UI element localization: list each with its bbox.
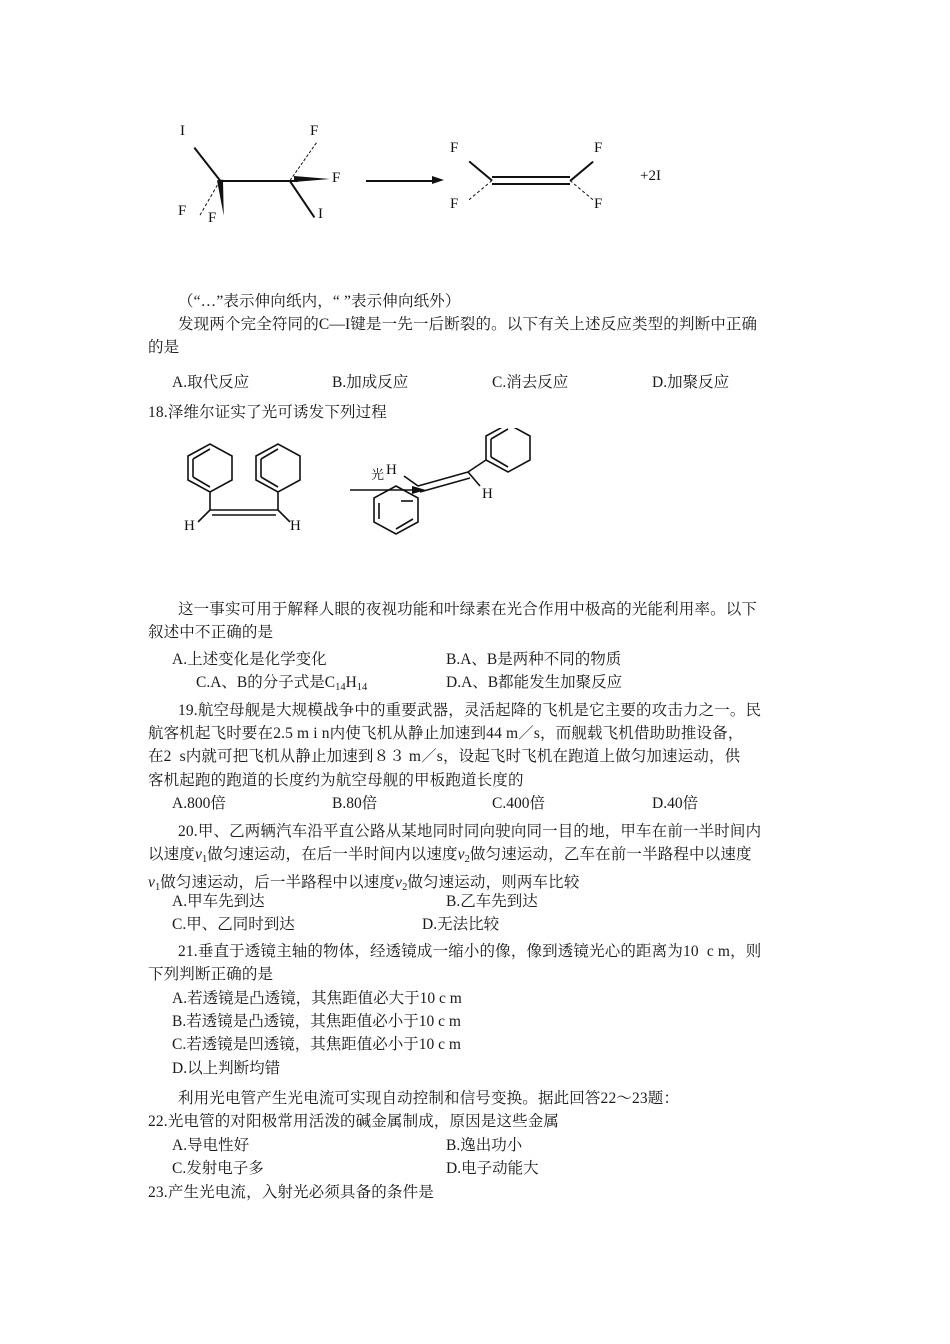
q19-block — [148, 699, 804, 792]
q22-options — [148, 1134, 828, 1180]
q17-note-block — [148, 290, 804, 360]
q20-line2 — [148, 843, 804, 871]
q21-options — [148, 987, 828, 1080]
q20-line2-v2sub: 2 — [464, 854, 470, 866]
atom-label-i-bottomright: I — [318, 206, 323, 222]
stilbene-product-h-right: H — [482, 486, 493, 502]
q20-option-a[interactable]: A.甲车先到达 — [172, 893, 265, 910]
atom-label-f-bottom: F — [208, 210, 217, 226]
atom-label-product-f-bottomleft: F — [450, 196, 459, 212]
q19-option-d[interactable]: D.40倍 — [652, 795, 699, 812]
q18-options — [148, 648, 828, 699]
q21-line2: 下列判断正确的是 — [148, 966, 274, 984]
q22-option-d[interactable]: D.电子动能大 — [446, 1160, 539, 1178]
reaction-arrow-shaft — [366, 180, 438, 182]
stilbene-reactant-h-right: H — [290, 518, 301, 534]
bond-c-c — [220, 180, 290, 182]
stilbene-svg — [168, 428, 588, 538]
q19-options — [148, 792, 828, 815]
q20-line3-a: 做匀速运动，后一半路程中以速度 — [160, 874, 396, 892]
q22-stem: 22.光电管的对阳极常用活泼的碱金属制成，原因是这些金属 — [148, 1113, 560, 1131]
q18-after-block — [148, 598, 804, 644]
q20-line2-a: 以速度 — [148, 846, 195, 864]
q20-line2-v1sub: 1 — [201, 854, 208, 866]
bond-product-f-topleft — [469, 161, 493, 182]
bond-c-i-bottomright — [289, 180, 315, 217]
q17-stem-line2: 的是 — [148, 339, 180, 357]
q17-option-a[interactable]: A.取代反应 — [172, 374, 250, 391]
stilbene-product-h-left: H — [386, 462, 397, 478]
atom-label-product-f-topright: F — [594, 140, 603, 156]
q18-after-line1: 这一事实可用于解释人眼的夜视功能和叶绿素在光合作用中极高的光能利用率。以下 — [178, 601, 758, 618]
q17-option-d[interactable]: D.加聚反应 — [652, 374, 730, 391]
q19-option-a[interactable]: A.800倍 — [172, 795, 226, 812]
stilbene-arrow-head — [412, 486, 426, 494]
q20-line2-v2: v — [457, 846, 465, 864]
bond-c-f-bottom-wedge — [217, 180, 227, 216]
atom-label-f-topright: F — [310, 123, 319, 139]
q17-option-b[interactable]: B.加成反应 — [332, 374, 409, 391]
q19-line3: 在2 s内就可把飞机从静止加速到８３ m／s，设起飞时飞机在跑道上做匀加速运动，供 — [148, 748, 741, 766]
q18-option-c[interactable] — [148, 671, 446, 699]
q21-option-a[interactable]: A.若透镜是凸透镜，其焦距值必大于10 c m — [172, 990, 462, 1007]
q22-intro-block — [148, 1087, 804, 1133]
q20-line3-v1sub: 1 — [155, 882, 161, 894]
q18-option-b[interactable]: B.A、B是两种不同的物质 — [446, 651, 622, 668]
atom-label-product-f-bottomright: F — [594, 196, 603, 212]
atom-label-product-f-topleft: F — [450, 140, 459, 156]
q18-option-c-mid: H — [345, 674, 357, 692]
q20-option-b[interactable]: B.乙车先到达 — [446, 893, 538, 910]
q18-option-d[interactable]: D.A、B都能发生加聚反应 — [446, 674, 623, 692]
bond-product-f-bottomleft — [469, 180, 493, 200]
q21-option-c[interactable]: C.若透镜是凹透镜，其焦距值必小于10 c m — [172, 1036, 461, 1054]
stilbene-arrow-label: 光 — [371, 467, 385, 482]
q22-intro: 利用光电管产生光电流可实现自动控制和信号变换。据此回答22～23题： — [178, 1090, 680, 1107]
bond-double-upper — [492, 176, 570, 178]
q18-stem: 18.泽维尔证实了光可诱发下列过程 — [148, 404, 387, 421]
byproduct-label: +2I — [640, 168, 661, 184]
q18-after-line2: 叙述中不正确的是 — [148, 624, 274, 642]
q22-option-b[interactable]: B.逸出功小 — [446, 1137, 523, 1154]
figure-stilbene-photoisomerization — [168, 428, 588, 538]
bond-product-f-bottomright — [570, 180, 594, 200]
q20-option-c[interactable]: C.甲、乙同时到达 — [172, 916, 295, 934]
q19-line2: 航客机起飞时要在2.5 m i n内使飞机从静止加速到44 m／s，而舰载飞机借助助推设备， — [148, 725, 744, 743]
atom-label-i-topleft: I — [180, 123, 185, 139]
q19-option-c[interactable]: C.400倍 — [492, 795, 545, 812]
q18-option-c-prefix: C.A、B的分子式是C — [196, 674, 336, 692]
q23-block — [148, 1181, 804, 1204]
q20-option-d[interactable]: D.无法比较 — [422, 916, 500, 934]
q20-options — [148, 890, 828, 936]
q21-option-b[interactable]: B.若透镜是凸透镜，其焦距值必小于10 c m — [172, 1013, 461, 1031]
bond-product-f-topright — [569, 161, 593, 182]
q20-line3-b: 做匀速运动，则两车比较 — [407, 874, 580, 892]
stilbene-reactant-h-left: H — [184, 518, 195, 534]
q20-line2-c: 做匀速运动，乙车在前一半路程中以速度 — [469, 846, 752, 864]
q20-line2-b: 做匀速运动，在后一半时间内以速度 — [207, 846, 458, 864]
atom-label-f-bottomleft: F — [178, 203, 187, 219]
q17-option-c[interactable]: C.消去反应 — [492, 374, 569, 391]
q20-line3-v2sub: 2 — [402, 882, 408, 894]
q22-option-a[interactable]: A.导电性好 — [172, 1137, 250, 1154]
q21-block — [148, 940, 804, 986]
bond-c-f-right-wedge — [294, 176, 330, 182]
figure-fluoroiodoethane-scheme — [170, 118, 661, 233]
q18-option-c-sub2: 14 — [356, 682, 368, 694]
q20-line2-v1: v — [194, 846, 202, 864]
q17-note: （“…”表示伸向纸内，“ ”表示伸向纸外） — [178, 293, 461, 310]
q19-option-b[interactable]: B.80倍 — [332, 795, 378, 812]
q17-stem-line1: 发现两个完全符同的C—I键是一先一后断裂的。以下有关上述反应类型的判断中正确 — [178, 316, 758, 334]
q21-option-d[interactable]: D.以上判断均错 — [172, 1059, 281, 1077]
q20-line3-v2: v — [395, 874, 403, 892]
q22-option-c[interactable]: C.发射电子多 — [172, 1160, 264, 1178]
q18-stem-block — [148, 401, 804, 424]
q20-block — [148, 820, 804, 900]
q20-line3-v1: v — [148, 874, 156, 892]
q18-option-a[interactable]: A.上述变化是化学变化 — [172, 651, 327, 668]
bond-double-lower — [492, 183, 570, 185]
q23-stem: 23.产生光电流，入射光必须具备的条件是 — [148, 1184, 434, 1201]
q21-line1: 21.垂直于透镜主轴的物体，经透镜成一缩小的像，像到透镜光心的距离为10 c m，则 — [178, 943, 762, 960]
q20-line1: 20.甲、乙两辆汽车沿平直公路从某地同时同向驶向同一目的地，甲车在前一半时间内 — [178, 823, 762, 840]
q18-option-c-sub1: 14 — [335, 682, 346, 694]
q19-line4: 客机起跑的跑道的长度约为航空母舰的甲板跑道长度的 — [148, 771, 524, 789]
q19-line1: 19.航空母舰是大规模战争中的重要武器，灵活起降的飞机是它主要的攻击力之一。民 — [178, 702, 762, 719]
bond-c-i-topleft — [194, 147, 221, 181]
q17-options — [148, 371, 828, 394]
reaction-arrow-head — [432, 176, 444, 184]
atom-label-f-right: F — [332, 170, 341, 186]
